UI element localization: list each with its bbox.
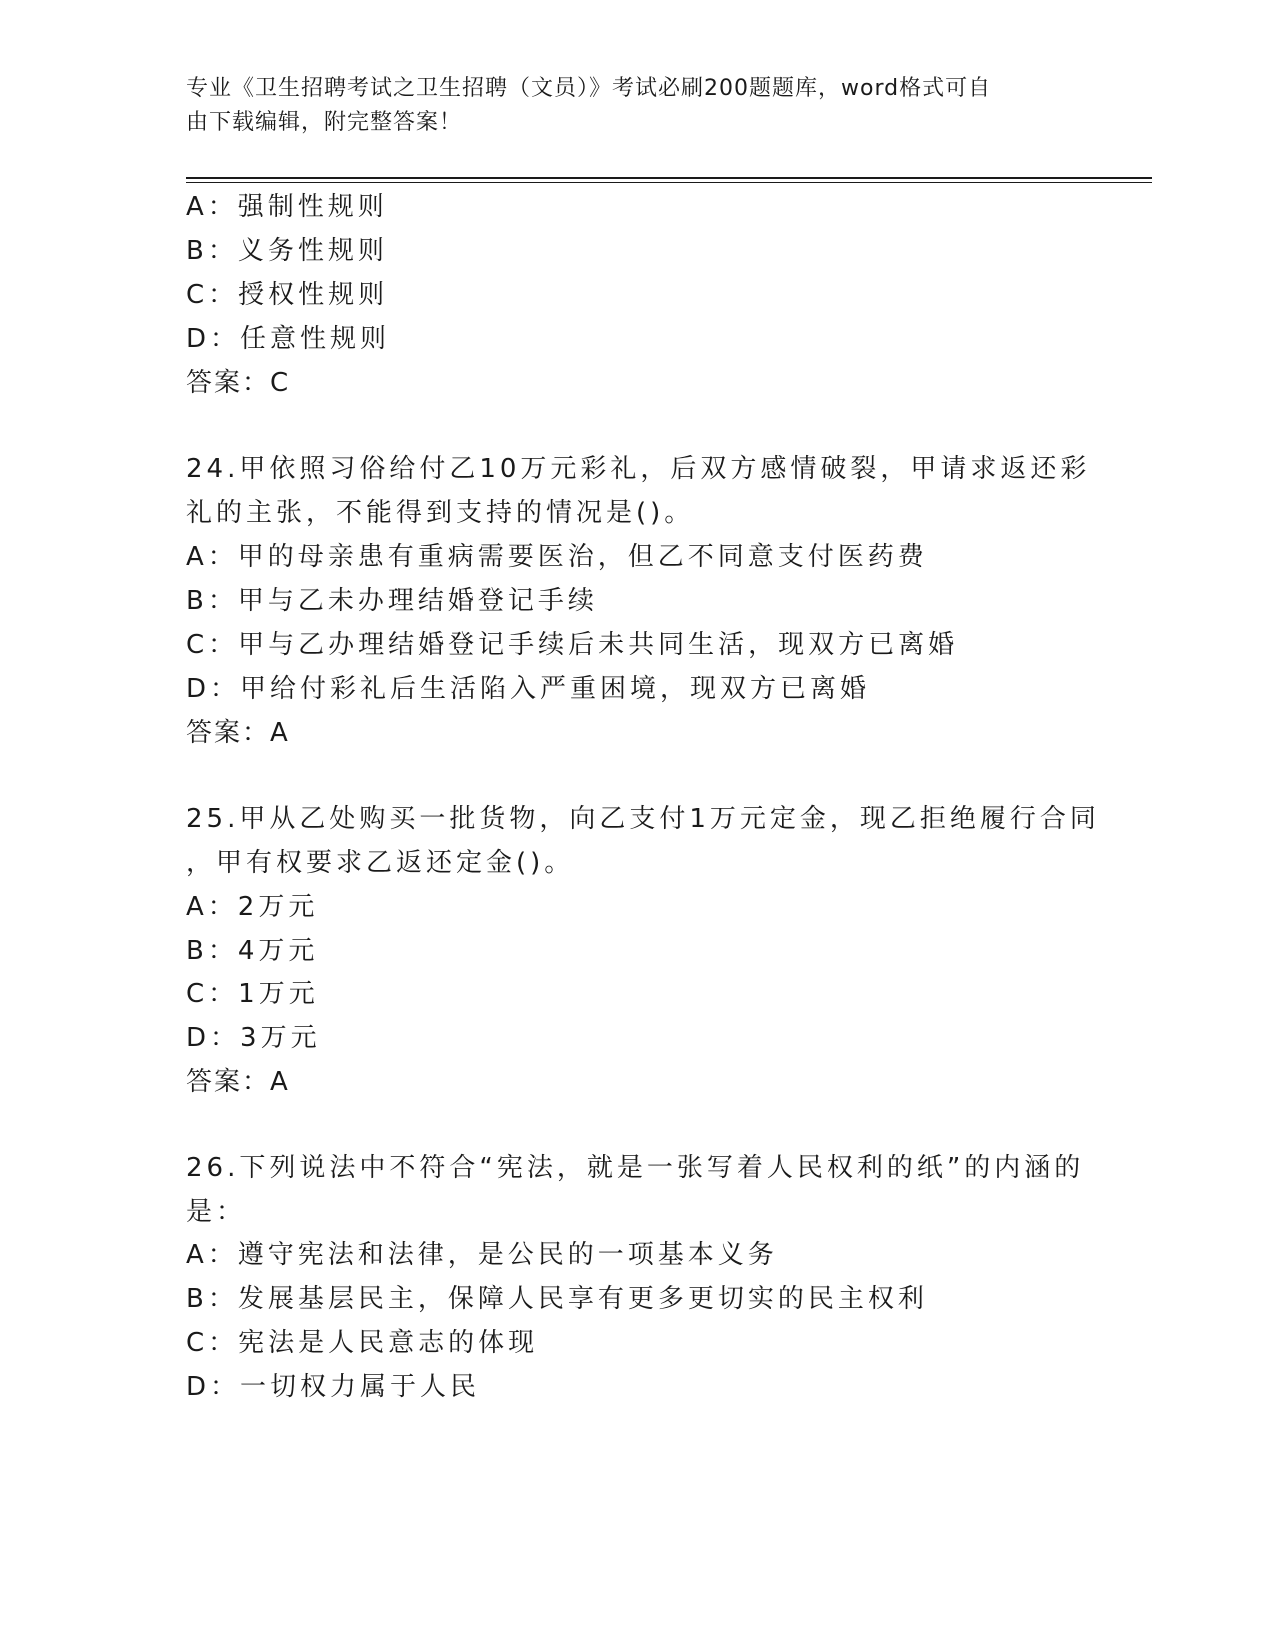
q25-stem-line-2: ，甲有权要求乙返还定金()。 [186,848,575,878]
q24-stem-line-1: 24.甲依照习俗给付乙10万元彩礼，后双方感情破裂，甲请求返还彩 [186,454,1091,484]
q25-stem-line-1: 25.甲从乙处购买一批货物，向乙支付1万元定金，现乙拒绝履行合同 [186,804,1100,834]
document-header [186,72,1066,140]
q23-option-d: D：任意性规则 [186,324,391,354]
q24-option-d: D：甲给付彩礼后生活陷入严重困境，现双方已离婚 [186,674,871,704]
q24-answer: 答案：A [186,718,290,748]
header-divider-thick [186,177,1152,179]
q25-answer: 答案：A [186,1067,290,1097]
q24-option-c: C：甲与乙办理结婚登记手续后未共同生活，现双方已离婚 [186,630,959,660]
q26-stem-line-1: 26.下列说法中不符合“宪法，就是一张写着人民权利的纸”的内涵的 [186,1153,1085,1183]
header-line-2: 由下载编辑，附完整答案！ [186,110,463,135]
q24-stem-line-2: 礼的主张，不能得到支持的情况是()。 [186,498,695,528]
header-divider-thin [186,182,1152,183]
q26-stem-line-2: 是： [186,1197,247,1227]
header-line-1: 专业《卫生招聘考试之卫生招聘（文员）》考试必刷200题题库，word格式可自 [186,76,992,101]
q24-option-b: B：甲与乙未办理结婚登记手续 [186,586,598,616]
q25-option-a: A：2万元 [186,892,319,922]
q26-option-b: B：发展基层民主，保障人民享有更多更切实的民主权利 [186,1284,928,1314]
q26-option-c: C：宪法是人民意志的体现 [186,1328,539,1358]
q23-answer: 答案：C [186,368,291,398]
q23-option-a: A：强制性规则 [186,192,388,222]
q26-option-d: D：一切权力属于人民 [186,1372,481,1402]
q25-option-c: C：1万元 [186,979,319,1009]
q26-option-a: A：遵守宪法和法律，是公民的一项基本义务 [186,1240,778,1270]
q23-option-b: B：义务性规则 [186,236,388,266]
q23-option-c: C：授权性规则 [186,280,389,310]
q25-option-b: B：4万元 [186,936,319,966]
q25-option-d: D：3万元 [186,1023,321,1053]
q24-option-a: A：甲的母亲患有重病需要医治，但乙不同意支付医药费 [186,542,928,572]
